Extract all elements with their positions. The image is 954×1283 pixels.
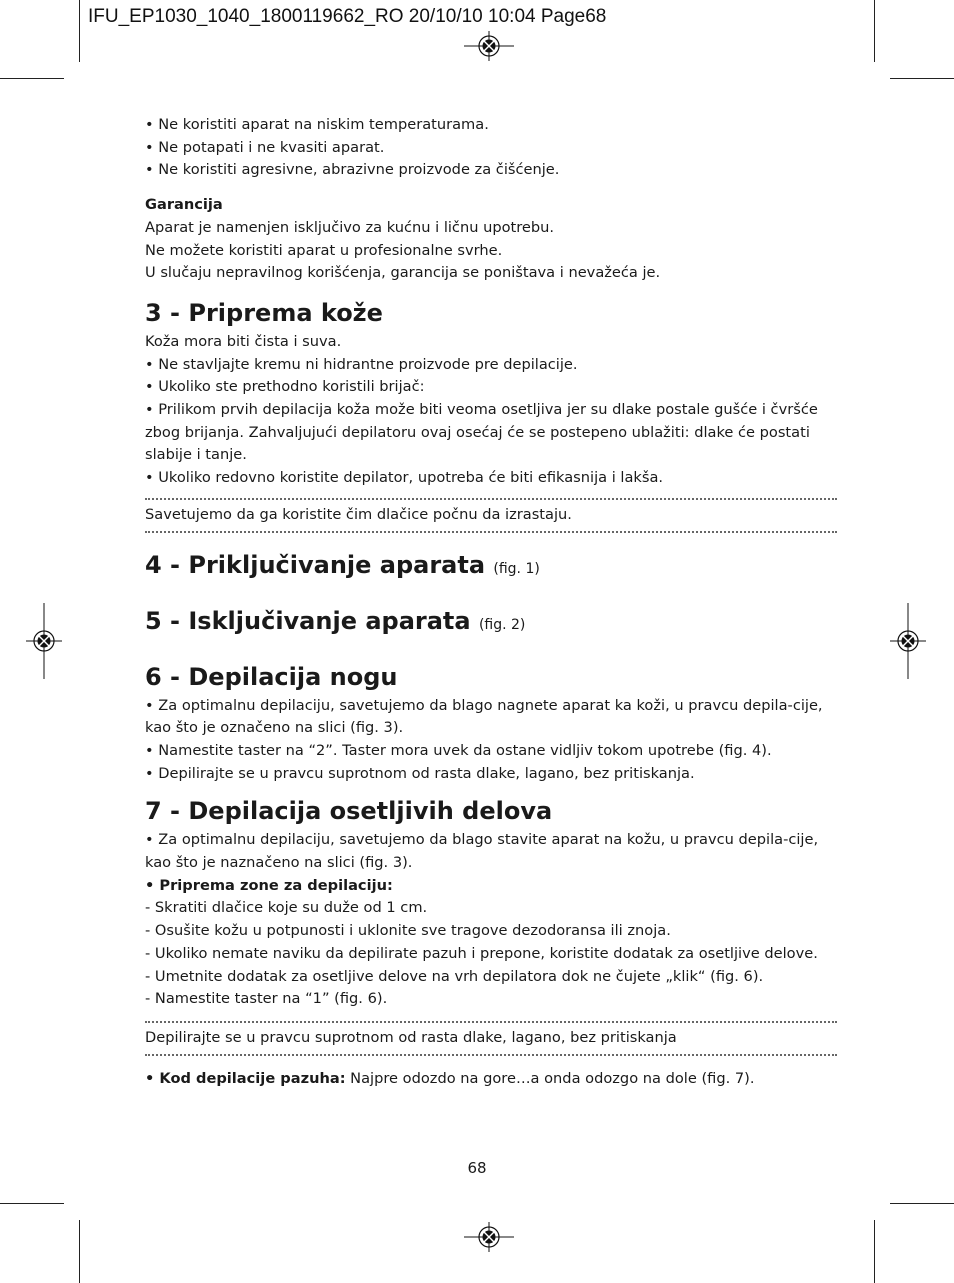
crop-mark bbox=[0, 78, 64, 79]
crop-mark bbox=[79, 1220, 80, 1283]
registration-mark-icon bbox=[464, 31, 514, 61]
crop-mark bbox=[890, 78, 954, 79]
intro-bullet: • Ne koristiti agresivne, abrazivne proizvode za čišćenje. bbox=[145, 161, 560, 179]
s3-line: • Prilikom prvih depilacija koža može biti veoma osetljiva jer su dlake postale gušće i čvršće zbog brijanja. Zahvaljujući depilatoru ovaj osećaj će se postepeno ublažiti: dlake će postati slabije i tanje. bbox=[145, 401, 818, 464]
s7-prep-line: - Osušite kožu u potpunosti i uklonite sve tragove dezodoransa ili znoja. bbox=[145, 922, 671, 940]
s6-line: • Namestite taster na “2”. Taster mora uvek da ostane vidljiv tokom upotrebe (fig. 4). bbox=[145, 741, 772, 759]
s7-prep-line: - Namestite taster na “1” (fig. 6). bbox=[145, 990, 388, 1008]
s7-prep-line: - Umetnite dodatak za osetljive delove na vrh depilatora dok ne čujete „klik“ (fig. 6). bbox=[145, 967, 764, 985]
page-content bbox=[145, 114, 837, 1090]
s6-line: • Depilirajte se u pravcu suprotnom od rasta dlake, lagano, bez pritiskanja. bbox=[145, 764, 695, 782]
garancija-title: Garancija bbox=[145, 196, 223, 214]
crop-mark bbox=[0, 1203, 64, 1204]
s7-pazuh-text: Najpre odozdo na gore…a onda odozgo na dole (fig. 7). bbox=[345, 1069, 755, 1087]
intro-bullet: • Ne koristiti aparat na niskim temperaturama. bbox=[145, 116, 489, 133]
s6-line: • Za optimalnu depilaciju, savetujemo da blago nagnete aparat ka koži, u pravcu depila-cije, kao što je označeno na slici (fig. 3). bbox=[145, 696, 823, 737]
s7-prep-line: - Skratiti dlačice koje su duže od 1 cm. bbox=[145, 899, 428, 917]
garancija-line: Aparat je namenjen isključivo za kućnu i ličnu upotrebu. bbox=[145, 218, 555, 236]
section-4-heading bbox=[145, 549, 837, 585]
s7-pazuh-label: • Kod depilacije pazuha: bbox=[145, 1069, 346, 1087]
s7-note: Depilirajte se u pravcu suprotnom od rasta dlake, lagano, bez pritiskanja bbox=[145, 1028, 677, 1046]
registration-mark-icon bbox=[890, 603, 926, 679]
garancija-line: Ne možete koristiti aparat u profesionalne svrhe. bbox=[145, 241, 503, 259]
section-4-fig: (fig. 1) bbox=[493, 560, 540, 577]
divider bbox=[145, 531, 837, 533]
print-header: IFU_EP1030_1040_1800119662_RO 20/10/10 10:04 Page68 bbox=[88, 6, 607, 27]
section-5-title: 5 - Isključivanje aparata bbox=[145, 606, 471, 635]
garancija-line: U slučaju nepravilnog korišćenja, garancija se poništava i nevažeća je. bbox=[145, 264, 661, 282]
registration-mark-icon bbox=[26, 603, 62, 679]
s3-line: • Ukoliko ste prethodno koristili brijač: bbox=[145, 378, 425, 396]
s3-note: Savetujemo da ga koristite čim dlačice počnu da izrastaju. bbox=[145, 505, 572, 523]
section-7-heading: 7 - Depilacija osetljivih delova bbox=[145, 797, 553, 826]
crop-mark bbox=[874, 1220, 875, 1283]
section-3-heading: 3 - Priprema kože bbox=[145, 298, 383, 327]
crop-mark bbox=[874, 0, 875, 62]
divider bbox=[145, 1054, 837, 1056]
s3-line: • Ne stavljajte kremu ni hidrantne proizvode pre depilacije. bbox=[145, 355, 578, 373]
section-5-heading bbox=[145, 605, 837, 641]
s3-line: • Ukoliko redovno koristite depilator, upotreba će biti efikasnija i lakša. bbox=[145, 469, 664, 487]
s7-pazuh bbox=[145, 1068, 837, 1091]
s7-line: • Za optimalnu depilaciju, savetujemo da blago stavite aparat na kožu, u pravcu depila-cije, kao što je naznačeno na slici (fig. 3). bbox=[145, 831, 819, 872]
page-number: 68 bbox=[467, 1159, 487, 1177]
crop-mark bbox=[890, 1203, 954, 1204]
s7-prep-line: - Ukoliko nemate naviku da depilirate pazuh i prepone, koristite dodatak za osetljive delove. bbox=[145, 944, 818, 962]
s3-line: Koža mora biti čista i suva. bbox=[145, 332, 342, 350]
section-4-title: 4 - Priključivanje aparata bbox=[145, 550, 486, 579]
registration-mark-icon bbox=[464, 1222, 514, 1252]
section-5-fig: (fig. 2) bbox=[478, 616, 526, 633]
s7-prep-title: • Priprema zone za depilaciju: bbox=[145, 876, 393, 894]
intro-bullet: • Ne potapati i ne kvasiti aparat. bbox=[145, 138, 385, 156]
section-6-heading: 6 - Depilacija nogu bbox=[145, 662, 398, 691]
crop-mark bbox=[79, 0, 80, 62]
